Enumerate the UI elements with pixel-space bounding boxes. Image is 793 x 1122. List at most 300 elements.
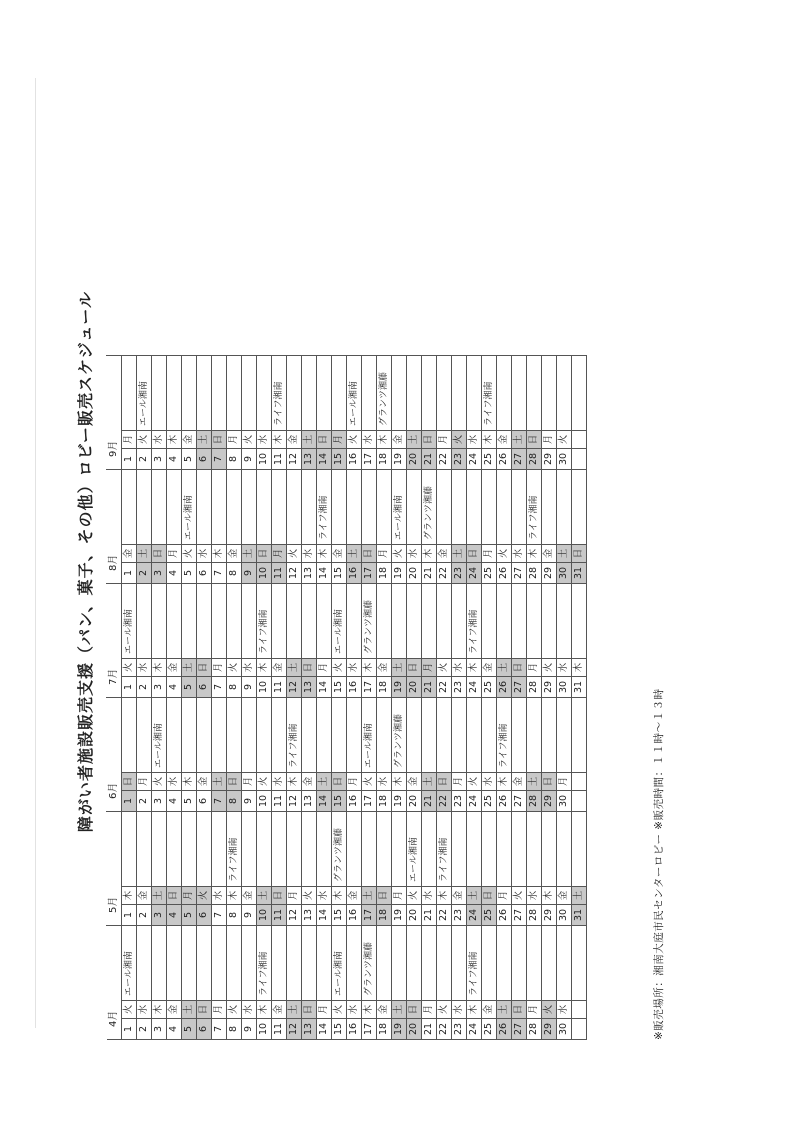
event-name: ライフ湘南 [497, 698, 512, 773]
day-number: 24 [467, 563, 482, 584]
event-name [122, 698, 137, 773]
weekday: 土 [392, 1001, 407, 1019]
day-row [542, 356, 557, 1040]
day-number: 11 [272, 905, 287, 926]
day-row [257, 356, 272, 1040]
weekday: 水 [347, 659, 362, 677]
weekday: 水 [452, 1001, 467, 1019]
event-name [182, 926, 197, 1001]
event-name: ライフ湘南 [467, 584, 482, 659]
weekday: 月 [332, 431, 347, 449]
event-name [467, 470, 482, 545]
event-name [407, 584, 422, 659]
event-name [467, 812, 482, 887]
day-number: 4 [167, 1019, 182, 1040]
weekday: 土 [302, 431, 317, 449]
weekday: 月 [212, 659, 227, 677]
weekday: 火 [122, 659, 137, 677]
day-number: 13 [302, 905, 317, 926]
day-row [347, 356, 362, 1040]
event-name [317, 698, 332, 773]
weekday: 土 [212, 773, 227, 791]
day-row [272, 356, 287, 1040]
weekday: 木 [227, 887, 242, 905]
event-name [512, 926, 527, 1001]
day-number: 28 [527, 449, 542, 470]
weekday: 金 [197, 773, 212, 791]
event-name [542, 470, 557, 545]
weekday: 水 [377, 773, 392, 791]
day-number: 22 [437, 1019, 452, 1040]
day-number: 5 [182, 791, 197, 812]
day-number: 28 [527, 791, 542, 812]
day-number: 18 [377, 1019, 392, 1040]
day-number: 3 [152, 905, 167, 926]
event-name [452, 584, 467, 659]
day-number: 29 [542, 905, 557, 926]
weekday: 土 [392, 659, 407, 677]
day-number: 27 [512, 791, 527, 812]
weekday: 木 [482, 431, 497, 449]
empty-cell [572, 926, 587, 1001]
weekday: 火 [437, 1001, 452, 1019]
event-name: エール湘南 [122, 584, 137, 659]
weekday: 火 [227, 659, 242, 677]
month-header-row [107, 356, 122, 1040]
weekday: 月 [422, 1001, 437, 1019]
event-name [347, 470, 362, 545]
event-name [557, 698, 572, 773]
weekday: 土 [557, 545, 572, 563]
day-number: 12 [287, 449, 302, 470]
event-name: エール湘南 [122, 926, 137, 1001]
weekday: 月 [242, 773, 257, 791]
event-name [422, 356, 437, 431]
day-number: 28 [527, 677, 542, 698]
day-number: 3 [152, 1019, 167, 1040]
weekday: 木 [422, 545, 437, 563]
weekday: 木 [542, 887, 557, 905]
weekday: 木 [467, 1001, 482, 1019]
weekday: 金 [227, 545, 242, 563]
event-name [557, 470, 572, 545]
day-number: 11 [272, 449, 287, 470]
event-name: グランツ湘藤 [332, 812, 347, 887]
day-number: 25 [482, 563, 497, 584]
weekday: 火 [122, 1001, 137, 1019]
event-name [542, 812, 557, 887]
day-number: 26 [497, 677, 512, 698]
event-name [182, 584, 197, 659]
day-number: 16 [347, 449, 362, 470]
event-name [182, 356, 197, 431]
weekday: 土 [257, 887, 272, 905]
weekday: 日 [122, 773, 137, 791]
weekday: 土 [287, 1001, 302, 1019]
day-number: 9 [242, 677, 257, 698]
weekday: 日 [422, 431, 437, 449]
day-number: 2 [137, 677, 152, 698]
event-name [242, 812, 257, 887]
day-number: 9 [242, 563, 257, 584]
day-number: 7 [212, 563, 227, 584]
event-name [242, 698, 257, 773]
day-number: 23 [452, 677, 467, 698]
weekday: 水 [407, 545, 422, 563]
day-number: 17 [362, 563, 377, 584]
day-number: 22 [437, 905, 452, 926]
event-name [122, 812, 137, 887]
weekday: 金 [512, 773, 527, 791]
day-number: 9 [242, 905, 257, 926]
weekday: 火 [392, 545, 407, 563]
weekday: 月 [182, 887, 197, 905]
day-row [182, 356, 197, 1040]
weekday: 木 [257, 659, 272, 677]
day-row [392, 356, 407, 1040]
event-name [512, 356, 527, 431]
weekday: 火 [137, 431, 152, 449]
weekday: 月 [287, 887, 302, 905]
day-number: 29 [542, 791, 557, 812]
event-name [167, 812, 182, 887]
event-name [182, 812, 197, 887]
day-number: 17 [362, 905, 377, 926]
day-number: 26 [497, 1019, 512, 1040]
day-number: 31 [572, 563, 587, 584]
weekday: 火 [557, 431, 572, 449]
event-name [302, 584, 317, 659]
schedule-grid [106, 355, 587, 1040]
empty-cell [572, 1019, 587, 1040]
event-name: ライフ湘南 [437, 812, 452, 887]
weekday: 月 [392, 887, 407, 905]
weekday: 水 [422, 887, 437, 905]
weekday: 木 [287, 773, 302, 791]
weekday: 水 [242, 1001, 257, 1019]
weekday: 土 [572, 887, 587, 905]
weekday: 月 [437, 431, 452, 449]
weekday: 日 [512, 1001, 527, 1019]
event-name [362, 356, 377, 431]
weekday: 水 [302, 545, 317, 563]
day-number: 31 [572, 677, 587, 698]
event-name [347, 812, 362, 887]
weekday: 木 [182, 773, 197, 791]
weekday: 金 [377, 1001, 392, 1019]
event-name [287, 584, 302, 659]
event-name [212, 584, 227, 659]
month-label: 5月 [107, 812, 122, 926]
weekday: 土 [347, 545, 362, 563]
day-number: 4 [167, 905, 182, 926]
day-number: 12 [287, 1019, 302, 1040]
day-row [332, 356, 347, 1040]
day-number: 17 [362, 1019, 377, 1040]
event-name [197, 812, 212, 887]
event-name [137, 470, 152, 545]
event-name [257, 698, 272, 773]
weekday: 水 [137, 659, 152, 677]
event-name [227, 470, 242, 545]
event-name [437, 356, 452, 431]
event-name: エール湘南 [137, 356, 152, 431]
day-number: 6 [197, 1019, 212, 1040]
day-number: 27 [512, 1019, 527, 1040]
day-number: 1 [122, 791, 137, 812]
event-name [497, 812, 512, 887]
weekday: 土 [137, 545, 152, 563]
day-number: 23 [452, 791, 467, 812]
weekday: 土 [317, 773, 332, 791]
day-number: 2 [137, 563, 152, 584]
day-number: 27 [512, 449, 527, 470]
event-name [482, 584, 497, 659]
day-number: 3 [152, 563, 167, 584]
weekday: 土 [527, 773, 542, 791]
day-row [227, 356, 242, 1040]
month-label: 4月 [107, 926, 122, 1040]
day-number: 10 [257, 563, 272, 584]
weekday: 水 [452, 659, 467, 677]
day-row [152, 356, 167, 1040]
event-name [422, 812, 437, 887]
day-number: 16 [347, 905, 362, 926]
weekday: 火 [467, 773, 482, 791]
day-number: 16 [347, 563, 362, 584]
weekday: 火 [497, 545, 512, 563]
weekday: 月 [527, 1001, 542, 1019]
event-name [497, 926, 512, 1001]
day-number: 27 [512, 677, 527, 698]
event-name [317, 356, 332, 431]
weekday: 水 [557, 659, 572, 677]
weekday: 金 [182, 431, 197, 449]
day-row [467, 356, 482, 1040]
day-number: 25 [482, 905, 497, 926]
day-number: 1 [122, 449, 137, 470]
event-name [272, 698, 287, 773]
weekday: 日 [377, 887, 392, 905]
weekday: 金 [557, 887, 572, 905]
event-name: エール湘南 [332, 584, 347, 659]
day-number: 22 [437, 791, 452, 812]
day-number: 9 [242, 791, 257, 812]
weekday: 木 [437, 887, 452, 905]
day-number: 4 [167, 563, 182, 584]
day-number: 4 [167, 677, 182, 698]
day-number: 6 [197, 791, 212, 812]
day-number: 30 [557, 791, 572, 812]
day-number: 1 [122, 1019, 137, 1040]
day-number: 13 [302, 449, 317, 470]
weekday: 金 [272, 1001, 287, 1019]
event-name [467, 356, 482, 431]
day-number: 24 [467, 449, 482, 470]
day-number: 8 [227, 1019, 242, 1040]
event-name [392, 926, 407, 1001]
weekday: 水 [347, 1001, 362, 1019]
day-number: 1 [122, 905, 137, 926]
weekday: 木 [317, 545, 332, 563]
event-name [122, 356, 137, 431]
event-name [332, 470, 347, 545]
weekday: 日 [152, 545, 167, 563]
event-name [347, 698, 362, 773]
month-label: 9月 [107, 356, 122, 470]
schedule-table [106, 355, 587, 1040]
weekday: 金 [332, 545, 347, 563]
event-name: エール湘南 [182, 470, 197, 545]
event-name [422, 584, 437, 659]
day-row [212, 356, 227, 1040]
day-number: 29 [542, 563, 557, 584]
event-name [152, 584, 167, 659]
day-number: 12 [287, 905, 302, 926]
event-name [392, 584, 407, 659]
day-number: 29 [542, 449, 557, 470]
weekday: 金 [347, 887, 362, 905]
weekday: 火 [332, 659, 347, 677]
event-name: グランツ湘藤 [392, 698, 407, 773]
weekday: 月 [167, 545, 182, 563]
weekday: 木 [572, 659, 587, 677]
day-number: 27 [512, 563, 527, 584]
day-number: 5 [182, 1019, 197, 1040]
event-name [542, 356, 557, 431]
weekday: 火 [152, 773, 167, 791]
event-name [542, 584, 557, 659]
day-number: 9 [242, 449, 257, 470]
day-row [572, 356, 587, 1040]
event-name [482, 698, 497, 773]
event-name [212, 812, 227, 887]
event-name [197, 470, 212, 545]
day-number: 14 [317, 677, 332, 698]
day-number: 16 [347, 1019, 362, 1040]
event-name [137, 812, 152, 887]
day-number: 27 [512, 905, 527, 926]
event-name [137, 698, 152, 773]
day-number: 5 [182, 563, 197, 584]
weekday: 金 [272, 659, 287, 677]
event-name [287, 356, 302, 431]
event-name [317, 926, 332, 1001]
event-name [212, 926, 227, 1001]
weekday: 月 [272, 545, 287, 563]
day-number: 3 [152, 791, 167, 812]
day-number: 3 [152, 677, 167, 698]
day-number: 21 [422, 449, 437, 470]
day-number: 24 [467, 791, 482, 812]
weekday: 日 [437, 773, 452, 791]
day-number: 10 [257, 905, 272, 926]
day-number: 13 [302, 563, 317, 584]
day-number: 12 [287, 791, 302, 812]
event-name [407, 356, 422, 431]
page-title: 障がい者施設販売支援（パン、菓子、その他）ロビー販売スケジュール [76, 290, 95, 833]
event-name [527, 698, 542, 773]
weekday: 土 [452, 545, 467, 563]
event-name [332, 356, 347, 431]
weekday: 日 [272, 887, 287, 905]
weekday: 月 [452, 773, 467, 791]
event-name: エール湘南 [407, 812, 422, 887]
day-row [317, 356, 332, 1040]
event-name [557, 812, 572, 887]
day-number: 23 [452, 563, 467, 584]
day-number: 6 [197, 677, 212, 698]
event-name [212, 470, 227, 545]
weekday: 木 [377, 431, 392, 449]
day-number: 19 [392, 449, 407, 470]
weekday: 水 [317, 887, 332, 905]
weekday: 日 [317, 431, 332, 449]
day-number: 23 [452, 905, 467, 926]
weekday: 木 [362, 659, 377, 677]
weekday: 日 [407, 1001, 422, 1019]
day-number: 30 [557, 1019, 572, 1040]
day-row [197, 356, 212, 1040]
day-number: 6 [197, 905, 212, 926]
day-number: 19 [392, 1019, 407, 1040]
event-name [332, 698, 347, 773]
day-number: 12 [287, 677, 302, 698]
day-number: 30 [557, 563, 572, 584]
day-row [527, 356, 542, 1040]
event-name [452, 812, 467, 887]
day-row [242, 356, 257, 1040]
event-name [347, 926, 362, 1001]
day-number: 31 [572, 905, 587, 926]
weekday: 木 [467, 659, 482, 677]
day-number: 20 [407, 677, 422, 698]
event-name [272, 584, 287, 659]
weekday: 土 [407, 431, 422, 449]
weekday: 月 [377, 545, 392, 563]
weekday: 水 [152, 431, 167, 449]
weekday: 火 [182, 545, 197, 563]
month-label: 7月 [107, 584, 122, 698]
weekday: 月 [227, 431, 242, 449]
event-name [272, 470, 287, 545]
event-name [227, 356, 242, 431]
weekday: 土 [362, 887, 377, 905]
weekday: 月 [137, 773, 152, 791]
day-number: 28 [527, 905, 542, 926]
event-name: ライフ湘南 [257, 584, 272, 659]
weekday: 木 [212, 545, 227, 563]
weekday: 水 [272, 773, 287, 791]
event-name [182, 698, 197, 773]
weekday: 日 [512, 659, 527, 677]
weekday: 水 [362, 431, 377, 449]
day-number: 10 [257, 449, 272, 470]
weekday: 金 [482, 1001, 497, 1019]
event-name [137, 926, 152, 1001]
day-number: 19 [392, 905, 407, 926]
day-number: 1 [122, 563, 137, 584]
event-name [167, 470, 182, 545]
weekday: 土 [152, 887, 167, 905]
weekday: 日 [227, 773, 242, 791]
event-name [452, 470, 467, 545]
weekday: 木 [332, 887, 347, 905]
day-row [122, 356, 137, 1040]
weekday: 水 [512, 545, 527, 563]
weekday: 日 [407, 659, 422, 677]
weekday: 火 [362, 773, 377, 791]
